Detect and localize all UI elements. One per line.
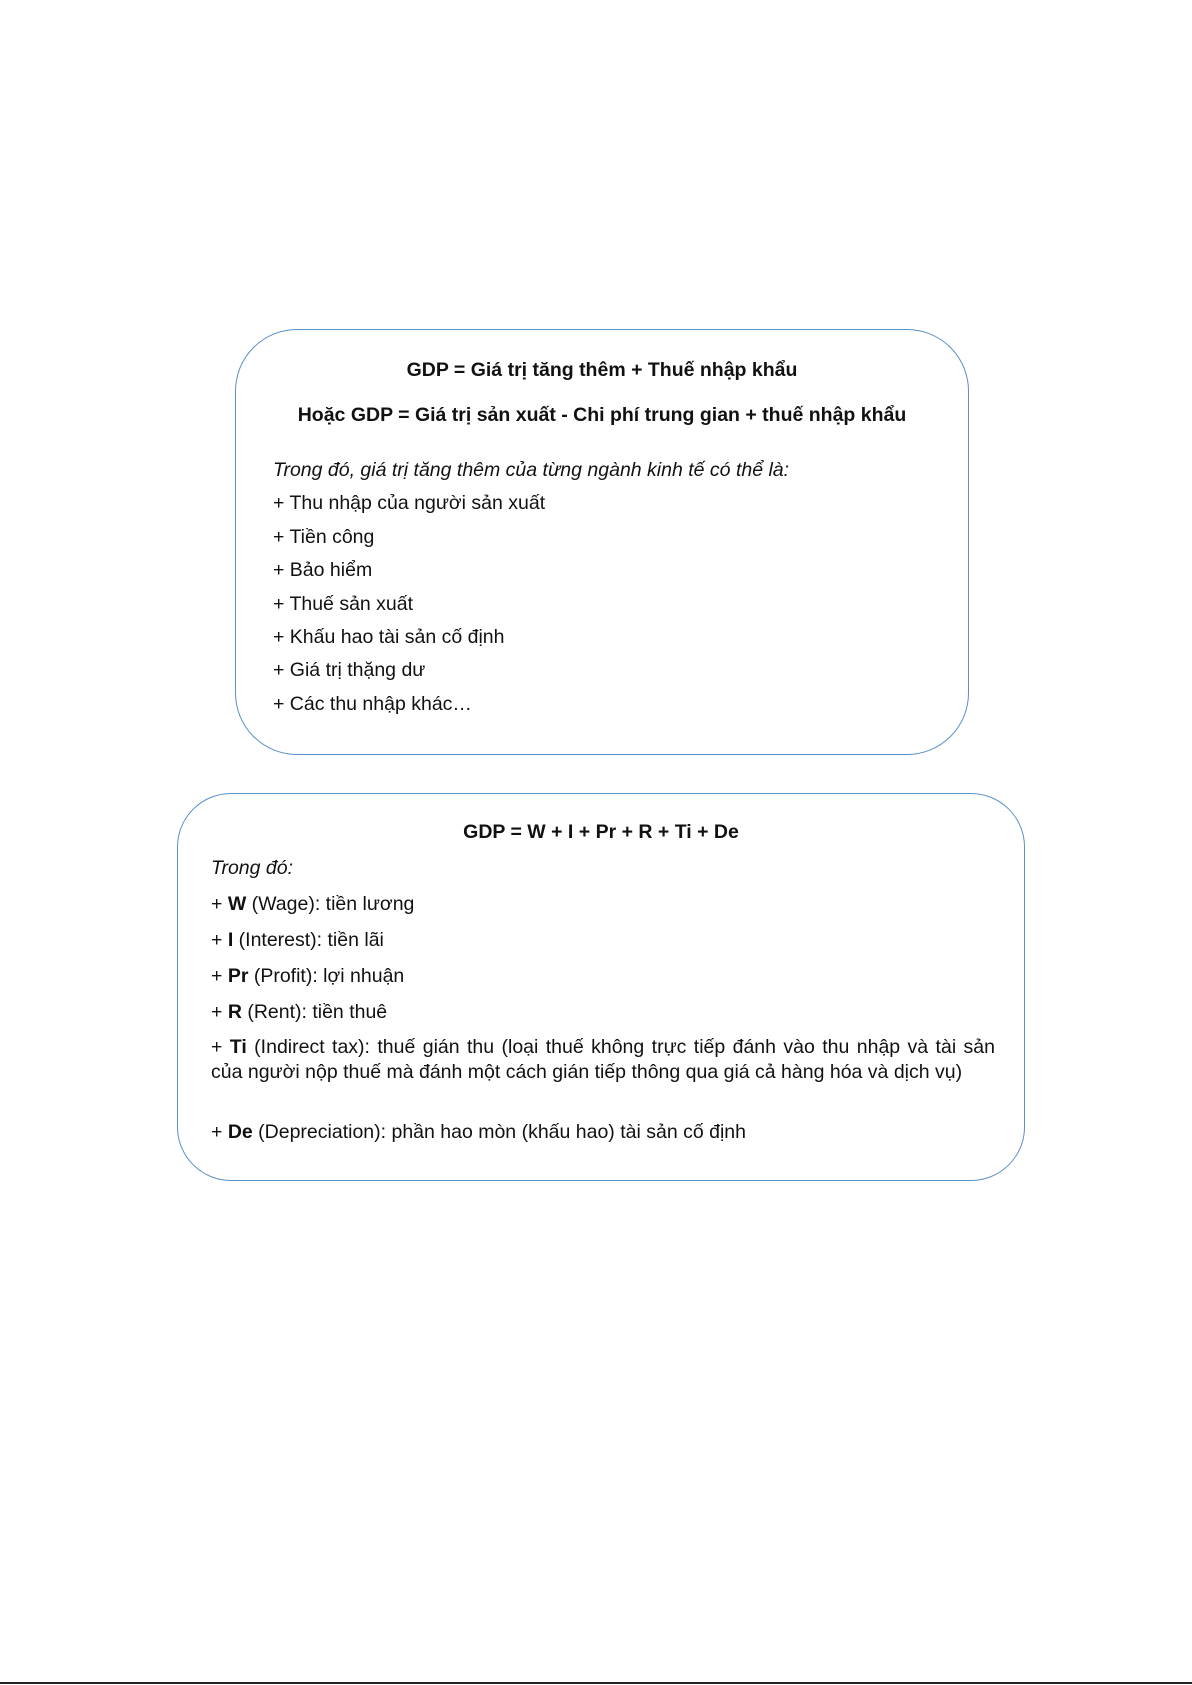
list-item: + Thuế sản xuất <box>273 593 414 615</box>
list-item: + Tiền công <box>273 526 375 548</box>
list-item-profit <box>211 964 404 988</box>
item-prefix: + <box>211 965 228 987</box>
item-code: Pr <box>227 965 249 987</box>
item-desc: (Indirect tax): thuế gián thu (loại thuế không trực tiếp đánh vào thu nhập và tài sản của người nộp thuế mà đánh một cách gián tiếp thông qua giá cả hàng hóa và dịch vụ) <box>211 1036 995 1083</box>
item-prefix: + <box>211 1121 228 1143</box>
list-item-depreciation <box>211 1120 746 1144</box>
item-desc: (Interest): tiền lãi <box>233 929 384 951</box>
item-prefix: + <box>211 1001 228 1023</box>
income-intro: Trong đó: <box>211 857 294 879</box>
item-desc: (Wage): tiền lương <box>246 893 415 915</box>
value-added-intro: Trong đó, giá trị tăng thêm của từng ngành kinh tế có thể là: <box>273 459 790 481</box>
item-desc: (Depreciation): phần hao mòn (khấu hao) tài sản cố định <box>252 1121 746 1143</box>
list-item: + Giá trị thặng dư <box>273 659 426 681</box>
item-prefix: + <box>211 893 228 915</box>
page-bottom-rule <box>0 1682 1192 1684</box>
list-item: + Khấu hao tài sản cố định <box>273 626 505 648</box>
list-item-rent <box>211 1000 387 1024</box>
list-item: + Thu nhập của người sản xuất <box>273 492 546 514</box>
formula-value-added: GDP = Giá trị tăng thêm + Thuế nhập khẩu <box>406 359 798 381</box>
list-item: + Bảo hiểm <box>273 559 373 581</box>
item-code: W <box>227 893 247 915</box>
formula-production: Hoặc GDP = Giá trị sản xuất - Chi phí trung gian + thuế nhập khẩu <box>297 404 907 426</box>
item-code: De <box>227 1121 253 1143</box>
list-item-indirect-tax <box>211 1035 995 1085</box>
item-prefix: + <box>211 1036 230 1058</box>
list-item-interest <box>211 928 384 952</box>
list-item-wage <box>211 892 414 916</box>
formula-income: GDP = W + I + Pr + R + Ti + De <box>463 821 739 843</box>
item-desc: (Profit): lợi nhuận <box>248 965 405 987</box>
item-prefix: + <box>211 929 228 951</box>
item-code: R <box>227 1001 242 1023</box>
value-added-method-box <box>235 329 969 755</box>
item-desc: (Rent): tiền thuê <box>241 1001 388 1023</box>
income-method-box <box>177 793 1025 1181</box>
item-code: Ti <box>229 1036 247 1058</box>
list-item: + Các thu nhập khác… <box>273 693 472 715</box>
item-code: I <box>227 929 234 951</box>
